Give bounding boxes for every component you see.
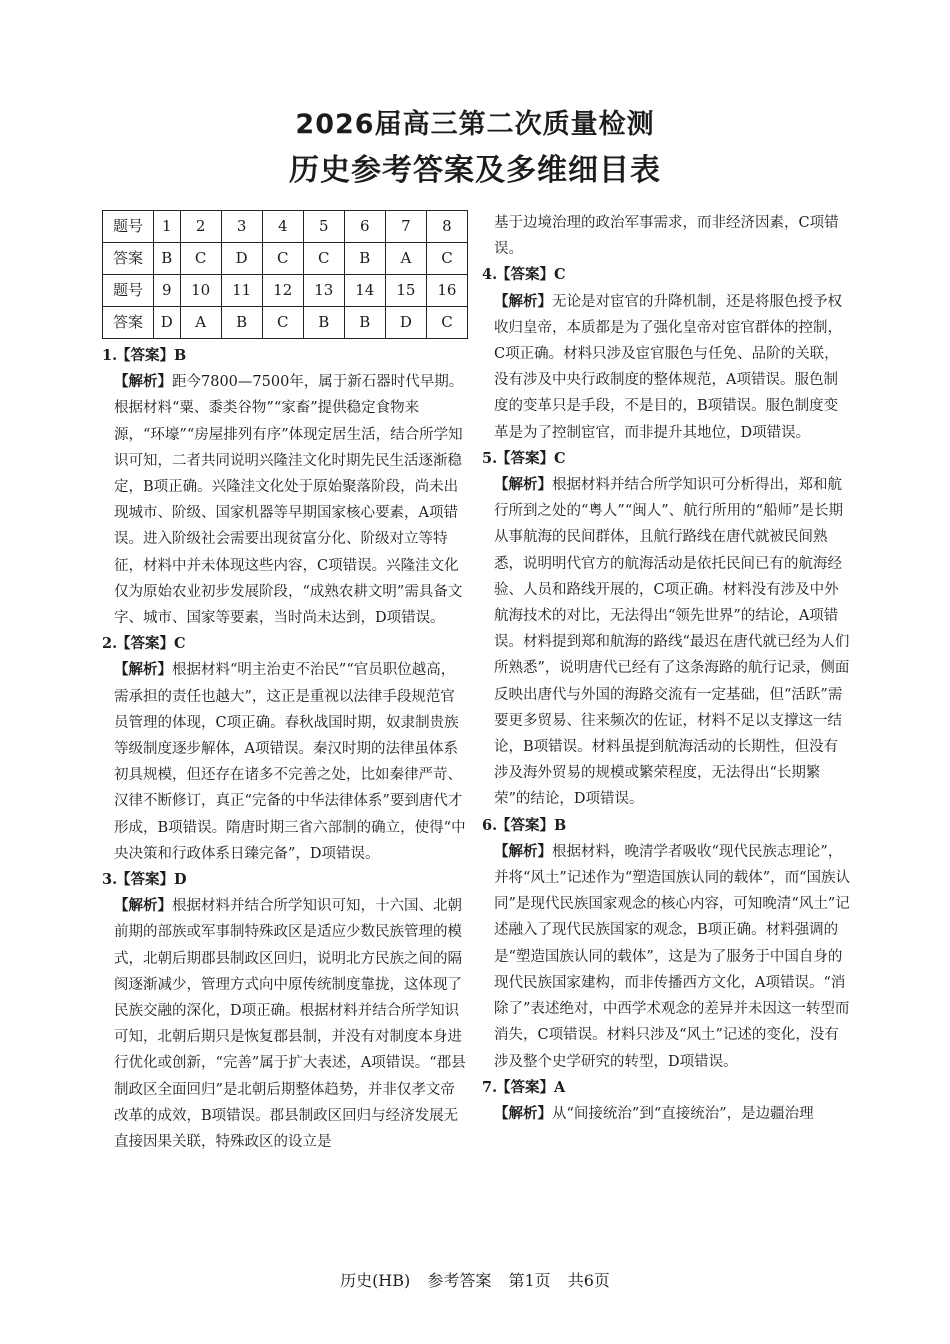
right-column	[482, 210, 852, 1127]
question-number: 5.	[482, 449, 498, 467]
question-item	[102, 867, 468, 1155]
analysis-text: 距今7800—7500年，属于新石器时代早期。根据材料“粟、黍类谷物”“家畜”提供稳定食物来源，“环壕”“房屋排列有序”体现定居生活，结合所学知识可知，二者共同说明兴隆洼文化时期先民生活逐渐稳定，B项正确。兴隆洼文化处于原始聚落阶段，尚未出现城市、阶级、国家机器等早期国家核心要素，A项错误。进入阶级社会需要出现贫富分化、阶级对立等特征，材料中并未体现这些内容，C项错误。兴隆洼文化仅为原始农业初步发展阶段，“成熟农耕文明”需具备文字、城市、国家等要素，当时尚未达到，D项错误。	[114, 374, 464, 627]
analysis-tag: 【解析】	[494, 842, 552, 860]
answer-table-row	[103, 275, 468, 307]
answer-table-cell: 9	[154, 275, 181, 307]
answer-table-cell: B	[154, 243, 181, 275]
analysis-tag: 【解析】	[494, 1104, 552, 1122]
question-analysis	[102, 893, 468, 1155]
answer-table-cell: 5	[303, 211, 344, 243]
analysis-text: 根据材料“明主治吏不治民”“官员职位越高，需承担的责任也越大”，这正是重视以法律手段规范官员管理的体现，C项正确。春秋战国时期，奴隶制贵族等级制度逐步解体，A项错误。秦汉时期的法律虽体系初具规模，但还存在诸多不完善之处，比如秦律严苛、汉律不断修订，真正“完备的中华法律体系”要到唐代才形成，B项错误。隋唐时期三省六部制的确立，使得“中央决策和行政体系日臻完备”，D项错误。	[114, 662, 466, 862]
answer-table-header-cell: 答案	[103, 307, 154, 339]
answer-table-cell: 1	[154, 211, 181, 243]
answer-table-row	[103, 243, 468, 275]
answer-table-cell: 10	[180, 275, 221, 307]
answer-table-row	[103, 211, 468, 243]
analysis-text: 根据材料并结合所学知识可分析得出，郑和航行所到之处的“粤人”“闽人”、航行所用的“船师”是长期从事航海的民间群体，且航行路线在唐代就被民间熟悉，说明明代官方的航海活动是依托民间已有的航海经验、人员和路线开展的，C项正确。材料没有涉及中外航海技术的对比，无法得出“领先世界”的结论，A项错误。材料提到郑和航海的路线“最迟在唐代就已经为人们所熟悉”，说明唐代已经有了这条海路的航行记录，侧面反映出唐代与外国的海路交流有一定基础，但“活跃”需要更多贸易、往来频次的佐证，材料不足以支撑这一结论，B项错误。材料虽提到航海活动的长期性，但没有涉及海外贸易的规模或繁荣程度，无法得出“长期繁荣”的结论，D项错误。	[494, 477, 850, 808]
analysis-tag: 【解析】	[494, 292, 552, 310]
question-item	[482, 813, 852, 1075]
answer-table-cell: 16	[426, 275, 467, 307]
analysis-text: 从“间接统治”到“直接统治”，是边疆治理	[552, 1105, 814, 1122]
question-number: 7.	[482, 1078, 498, 1096]
answer-table-cell: B	[344, 243, 385, 275]
question-answer-line	[482, 1075, 852, 1101]
answer-table-cell: A	[385, 243, 426, 275]
answer-table-header-cell: 题号	[103, 275, 154, 307]
question-answer: 【答案】B	[116, 347, 187, 364]
footer-subject: 历史(HB)	[340, 1271, 411, 1290]
question-analysis	[482, 289, 852, 446]
answer-table-cell: D	[385, 307, 426, 339]
answer-table-cell: C	[262, 307, 303, 339]
question-answer: 【答案】C	[496, 266, 566, 284]
question-answer: 【答案】D	[116, 871, 187, 889]
analysis-tag: 【解析】	[114, 897, 172, 915]
answer-table-cell: A	[180, 307, 221, 339]
question-analysis	[482, 472, 852, 813]
answer-table-cell: 3	[221, 211, 262, 243]
answer-table-cell: B	[344, 307, 385, 339]
answer-table-cell: 7	[385, 211, 426, 243]
footer-page: 第1页	[508, 1271, 551, 1290]
analysis-text: 无论是对宦官的升降机制，还是将服色授予权收归皇帝，本质都是为了强化皇帝对宦官群体的控制，C项正确。材料只涉及宦官服色与任免、品阶的关联，没有涉及中央行政制度的整体规范，A项错误。服色制度的变革只是手段，不是目的，B项错误。服色制度变革是为了控制宦官，而非提升其地位，D项错误。	[494, 293, 842, 441]
question-analysis	[102, 657, 468, 867]
answer-table-header-cell: 题号	[103, 211, 154, 243]
answer-table-cell: 2	[180, 211, 221, 243]
answer-table-cell: 6	[344, 211, 385, 243]
answer-table-cell: C	[426, 243, 467, 275]
question-answer-line	[102, 867, 468, 893]
question-number: 6.	[482, 816, 498, 834]
question-number: 3.	[102, 871, 118, 889]
analysis-tag: 【解析】	[494, 476, 552, 494]
question-item	[102, 631, 468, 867]
page-footer	[0, 1268, 950, 1291]
footer-total: 共6页	[567, 1271, 610, 1290]
analysis-tag: 【解析】	[114, 661, 172, 679]
answer-table-row	[103, 307, 468, 339]
page-title: 2026届高三第二次质量检测	[295, 109, 655, 140]
analysis-tag: 【解析】	[114, 373, 172, 391]
continuation-text: 基于边境治理的政治军事需求，而非经济因素，C项错误。	[494, 215, 839, 258]
question-answer-line	[482, 446, 852, 472]
answer-table-header-cell: 答案	[103, 243, 154, 275]
answer-table-cell: 8	[426, 211, 467, 243]
question-answer-line	[482, 813, 852, 839]
answer-table-cell: C	[180, 243, 221, 275]
question-answer-line	[102, 343, 468, 369]
question-item	[482, 446, 852, 813]
left-column	[102, 210, 468, 1155]
answer-table-cell: D	[154, 307, 181, 339]
question-answer: 【答案】C	[116, 635, 186, 653]
question-item	[102, 343, 468, 631]
answer-table-cell: C	[262, 243, 303, 275]
question-item	[482, 1075, 852, 1127]
question-analysis	[102, 369, 468, 631]
question-answer: 【答案】C	[496, 449, 566, 467]
question-item	[482, 262, 852, 445]
analysis-text: 根据材料，晚清学者吸收“现代民族志理论”，并将“风土”记述作为“塑造国族认同的载体”，而“国族认同”是现代民族国家观念的核心内容，可知晚清“风土”记述融入了现代民族国家的观念，B项正确。材料强调的是“塑造国族认同的载体”，这是为了服务于中国自身的现代民族国家建构，而非传播西方文化，A项错误。“消除了”表述绝对，中西学术观念的差异并未因这一转型而消失，C项错误。材料只涉及“风土”记述的变化，没有涉及整个史学研究的转型，D项错误。	[494, 843, 851, 1070]
question-answer-line	[482, 262, 852, 288]
answer-table-cell: B	[221, 307, 262, 339]
page-subtitle: 历史参考答案及多维细目表	[289, 153, 661, 188]
question-answer: 【答案】A	[496, 1078, 566, 1096]
right-question-list	[482, 262, 852, 1127]
answer-table-cell: 15	[385, 275, 426, 307]
answer-table-cell: D	[221, 243, 262, 275]
question-answer-line	[102, 631, 468, 657]
answer-table-cell: 11	[221, 275, 262, 307]
question-number: 4.	[482, 266, 498, 284]
answer-table-cell: 14	[344, 275, 385, 307]
question-number: 2.	[102, 635, 118, 653]
answer-table-cell: 13	[303, 275, 344, 307]
question-analysis	[482, 1101, 852, 1127]
analysis-text: 根据材料并结合所学知识可知，十六国、北朝前期的部族或军事制特殊政区是适应少数民族管理的模式，北朝后期郡县制政区回归，说明北方民族之间的隔阂逐渐减少，管理方式向中原传统制度靠拢，这体现了民族交融的深化，D项正确。根据材料并结合所学知识可知，北朝后期只是恢复郡县制，并没有对制度本身进行优化或创新，“完善”属于扩大表述，A项错误。“郡县制政区全面回归”是北朝后期整体趋势，并非仅孝文帝改革的成效，B项错误。郡县制政区回归与经济发展无直接因果关联，特殊政区的设立是	[114, 898, 466, 1151]
question-answer: 【答案】B	[496, 816, 567, 834]
answer-table-cell: 4	[262, 211, 303, 243]
question-number: 1.	[102, 347, 118, 364]
answer-table	[102, 210, 468, 339]
answer-table-cell: C	[303, 243, 344, 275]
answer-table-cell: B	[303, 307, 344, 339]
footer-doc: 参考答案	[427, 1271, 492, 1290]
left-question-list	[102, 343, 468, 1155]
answer-table-cell: C	[426, 307, 467, 339]
answer-table-cell: 12	[262, 275, 303, 307]
question-analysis	[482, 839, 852, 1075]
